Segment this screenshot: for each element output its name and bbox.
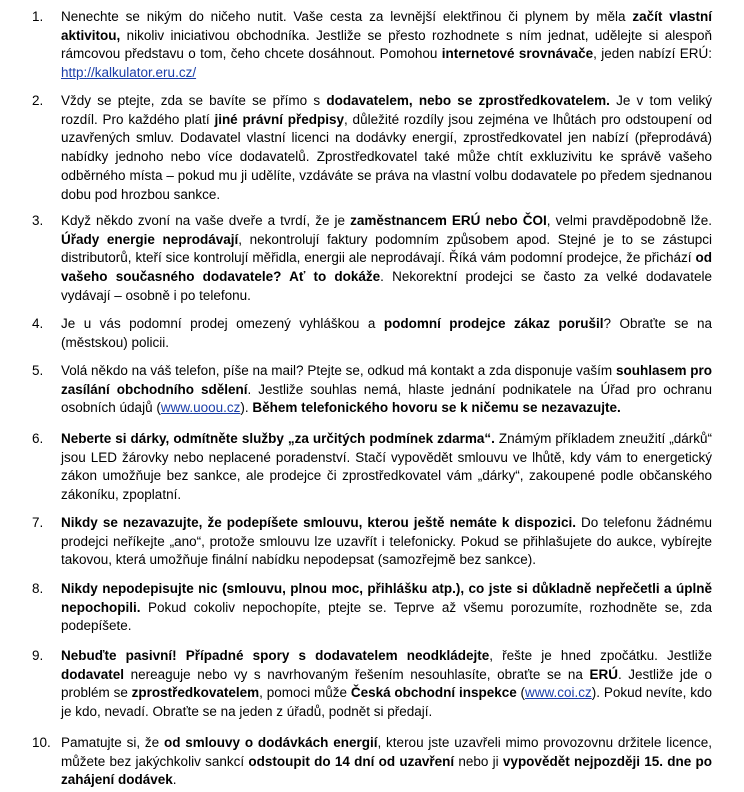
text-run: . Jestliže souhlas nemá, hlaste jednání podnikatele na Úřad pro ochranu osobních údajů (	[61, 381, 712, 416]
item-number: 1.	[32, 9, 44, 24]
bold-text: Nebuďte pasivní! Případné spory s dodavatelem neodkládejte	[61, 648, 490, 663]
text-run: , velmi pravděpodobně lže.	[546, 213, 713, 228]
text-run: Když někdo zvoní na vaše dveře a tvrdí, že je	[61, 213, 351, 228]
text-run: Pokud cokoliv nepochopíte, ptejte se. Teprve až všemu porozumíte, rozhodněte se, zda podepíšete.	[61, 599, 712, 634]
item-number: 10.	[32, 735, 51, 750]
item-number: 6.	[32, 431, 44, 446]
bold-text: Nikdy nepodepisujte nic (smlouvu, plnou moc, přihlášku atp.), co jste si důkladně nepřečetli a úplně nepochopili.	[61, 581, 712, 615]
text-run: nikoliv iniciativou obchodníka. Jestliže se přesto rozhodnete s ním jednat, udělejte si alespoň rámcovou představu o tom, čeho chcete dosáhnout. Pomohou	[61, 27, 712, 62]
text-run: nereaguje nebo vy s navrhovaným řešením nesouhlasíte, obraťte se na	[124, 666, 590, 682]
bold-text: od vašeho současného dodavatele? Ať to dokáže	[61, 250, 712, 285]
bold-text: dodavatel	[61, 666, 125, 682]
text-run: , důležité rozdíly jsou zejména ve lhůtách pro odstoupení od uzavřených smluv. Dodavatel vlastní licenci na dodávky energií, zprostředkovatel jen nabízí (přeprodává) nabídky jednoho nebo více dodavatelů. Zprostředkovatel také může chtít exkluzivitu ke správě vašeho odběrného místa – pokud mu ji udělíte, vzdáváte se práva na vlastní volbu dodavatele po předem sjednanou dobu pod hrozbou sankce.	[61, 111, 712, 202]
item-text	[61, 92, 712, 204]
text-run: Nenechte se nikým do ničeho nutit. Vaše cesta za levnější elektřinou či plynem by měla	[61, 9, 633, 24]
text-run: (	[516, 685, 526, 701]
item-text	[61, 514, 712, 570]
text-run: ). Pokud nevíte, kdo je kdo, nevadí. Obraťte se na jeden z úřadů, podnět si předají.	[61, 685, 712, 720]
bold-text: začít vlastní aktivitou,	[61, 9, 712, 43]
text-run: ? Obraťte se na (městskou) policii.	[61, 316, 712, 350]
text-run: Známým příkladem zneužití „dárků“ jsou LED žárovky nebo neplacené poradenství. Stačí vypovědět smlouvu ve lhůtě, kdy vám to energetický zákon umožňuje bez sankce, ale prodejce či zprostředkovatel vám „dárky“, zakoupené podle občanského zákoníku, zpoplatní.	[61, 431, 712, 503]
text-run: Vždy se ptejte, zda se bavíte se přímo s	[61, 93, 327, 108]
bold-text: Během telefonického hovoru se k ničemu se nezavazujte.	[252, 400, 621, 416]
text-run: . Jestliže jde o problém se	[61, 666, 712, 701]
text-run: Volá někdo na váš telefon, píše na mail? Ptejte se, odkud má kontakt a zda disponuje vaším	[61, 363, 616, 378]
bold-text: dodavatelem, nebo se zprostředkovatelem.	[326, 93, 610, 108]
hyperlink[interactable]: http://kalkulator.eru.cz/	[61, 65, 197, 81]
bold-text: Úřady energie neprodávají	[61, 231, 239, 247]
item-text	[61, 580, 712, 636]
bold-text: Česká obchodní inspekce	[350, 685, 517, 701]
text-run: Je u vás podomní prodej omezený vyhláškou a	[61, 316, 384, 331]
hyperlink[interactable]: www.coi.cz	[525, 685, 592, 701]
bold-text: zprostředkovatelem	[131, 685, 260, 701]
text-run: .	[172, 772, 177, 788]
text-run: , pomoci může	[259, 685, 351, 701]
text-run: ).	[240, 400, 253, 416]
item-text	[61, 212, 712, 306]
item-number: 4.	[32, 316, 44, 331]
item-number: 8.	[32, 581, 44, 596]
item-text	[61, 647, 712, 722]
bold-text: internetové srovnávače	[441, 46, 594, 62]
item-text	[61, 362, 712, 418]
bold-text: podomní prodejce zákaz porušil	[383, 316, 604, 331]
text-run: . Nekorektní prodejci se často za velké dodavatele vydávají – osobně i po telefonu.	[61, 269, 713, 303]
bold-text: Neberte si dárky, odmítněte služby „za určitých podmínek zdarma“.	[61, 431, 495, 446]
text-run: Je v tom veliký rozdíl. Pro každého platí	[61, 93, 712, 127]
bold-text: ERÚ	[589, 666, 618, 682]
item-number: 5.	[32, 363, 44, 378]
bold-text: Nikdy se nezavazujte, že podepíšete smlouvu, kterou ještě nemáte k dispozici.	[61, 515, 576, 530]
bold-text: vypovědět nejpozději 15. dne po zahájení dodávek	[61, 753, 712, 788]
item-number: 2.	[32, 93, 44, 108]
text-run: , řešte je hned zpočátku. Jestliže	[489, 648, 713, 663]
bold-text: zaměstnancem ERÚ nebo ČOI	[350, 213, 547, 228]
bold-text: od smlouvy o dodávkách energií	[163, 735, 378, 750]
text-run: nebo ji	[454, 753, 503, 769]
text-run: , kterou jste uzavřeli mimo provozovnu držitele licence, můžete bez jakýchkoliv sankcí	[61, 735, 713, 769]
item-number: 7.	[32, 515, 44, 530]
bold-text: odstoupit do 14 dní od uzavření	[248, 753, 455, 769]
item-text	[61, 430, 712, 505]
text-run: , jeden nabízí ERÚ:	[593, 46, 712, 62]
item-text	[61, 8, 712, 83]
item-number: 9.	[32, 648, 44, 663]
text-run: Pamatujte si, že	[61, 735, 164, 750]
item-number: 3.	[32, 213, 44, 228]
item-text	[61, 734, 712, 790]
hyperlink[interactable]: www.uoou.cz	[160, 400, 241, 416]
text-run: Do telefonu žádnému prodejci neříkejte „ano“, protože smlouvu lze uzavřít i telefonicky. Pokud se přihlašujete do aukce, vybírejte takovou, která umožňuje finální nabídku nepodepsat (samozřejmě bez sankce).	[61, 515, 712, 568]
bold-text: souhlasem pro zasílání obchodního sdělení	[61, 363, 712, 397]
bold-text: jiné právní předpisy	[214, 111, 345, 127]
text-run: , nekontrolují faktury podomním způsobem apod. Stejné je to se zástupci distributorů, kteří sice kontrolují měřidla, energii ale neprodávají. Říká vám podomní prodejce, že přichází	[61, 231, 712, 266]
item-text	[61, 315, 712, 352]
